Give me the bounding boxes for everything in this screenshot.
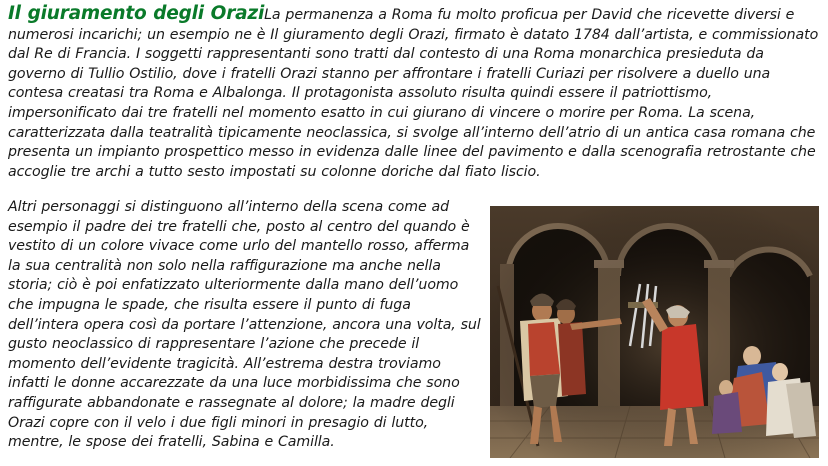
intro-text: La permanenza a Roma fu molto proficua per David che ricevette diversi e numerosi incarichi; un esempio ne è Il giuramento degli Orazi, firmato è datato 1784 dall’artista, e commissionato dal Re di Francia. I soggetti rappresentanti sono tratti dal contesto di una Roma monarchica presieduta da governo di Tullio Ostilio, dove i fratelli Orazi stanno per affrontare i fratelli Curiazi per risolvere a duello una contesa creatasi tra Roma e Albalonga. Il protagonista assoluto risulta quindi essere il patriottismo, impersonificato dai tre fratelli nel momento esatto in cui giurano di vincere o morire per Roma. La scena, caratterizzata dalla teatralità tipicamente neoclassica, si svolge all’interno dell’atrio di un antica casa romana che presenta un impianto prospettico messo in evidenza dalle linee del pavimento e dalla scenografia retrostante che accoglie tre archi a tutto sesto impostati su colonne doriche dal fiato liscio. — [8, 7, 819, 180]
document-title: Il giuramento degli Orazi — [8, 3, 265, 24]
painting-image — [490, 206, 819, 458]
continued-paragraph: Altri personaggi si distinguono all’interno della scena come ad esempio il padre dei tre fratelli che, posto al centro del quando è vestito di un colore vivace come urlo del mantello rosso, afferma la sua centralità non solo nella raffigurazione ma anche nella storia; ciò è poi enfatizzato ulteriormente dalla mano dell’uomo che impugna le spade, che risulta essere il punto di fuga dell’intera opera così da portare l’attenzione, ancora una volta, sul gusto neoclassico di rappresentare l’azione che precede il momento dell’evidente tragicità. All’estrema destra troviamo infatti le donne accarezzate da una luce morbidissima che sono raffigurate abbandonate e rassegnate al dolore; la madre degli Orazi copre con il velo i due figli minori in presagio di lutto, mentre, le spose dei fratelli, Sabina e Camilla. — [8, 199, 481, 451]
intro-paragraph — [8, 4, 820, 182]
